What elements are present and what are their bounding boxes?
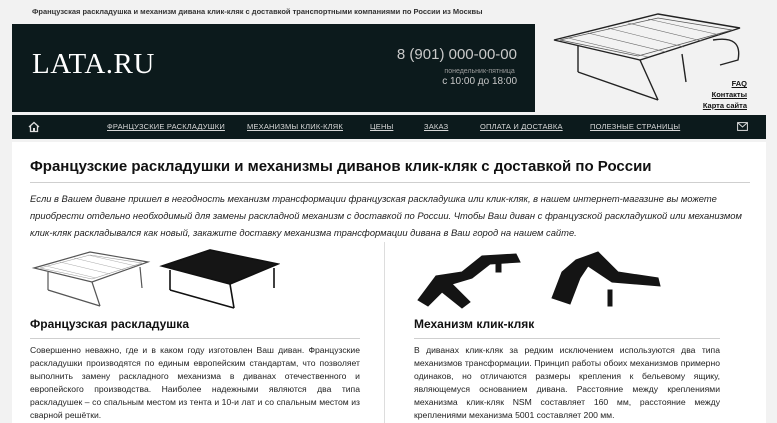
header: [12, 24, 535, 112]
nav-item-payment-delivery[interactable]: ОПЛАТА И ДОСТАВКА: [480, 122, 563, 131]
phone-number: 8 (901) 000-00-00: [396, 46, 517, 63]
left-section-divider: [30, 338, 360, 339]
nav-item-prices[interactable]: ЦЕНЫ: [370, 122, 394, 131]
site-tagline: Французская раскладушка и механизм дивана клик-кляк с доставкой транспортными компаниями по России из Москвы: [32, 7, 483, 16]
french-beds-image: [30, 242, 280, 314]
page-title: Французские раскладушки и механизмы диванов клик-кляк с доставкой по России: [30, 158, 652, 175]
side-links: [703, 78, 747, 111]
main-nav: [12, 115, 766, 139]
working-hours: [442, 68, 517, 87]
column-divider: [384, 242, 385, 423]
right-section-divider: [414, 338, 720, 339]
contacts-link[interactable]: Контакты: [711, 90, 747, 99]
nav-item-useful-pages[interactable]: ПОЛЕЗНЫЕ СТРАНИЦЫ: [590, 122, 681, 131]
home-icon[interactable]: [28, 121, 40, 133]
mail-icon[interactable]: [737, 122, 748, 131]
french-beds-title[interactable]: Французская раскладушка: [30, 317, 189, 331]
nav-item-french-beds[interactable]: ФРАНЦУЗСКИЕ РАСКЛАДУШКИ: [107, 122, 225, 131]
french-beds-text: Совершенно неважно, где и в каком году изготовлен Ваш диван. Французские раскладушки производятся по единым европейским стандартам, что позволяет выполнить замену раскладного механизма в диванах отечественного и европейского производства. Наиболее надежными являются два типа раскладушек – со спальным местом из тента и 10-и лат и со спальным местом из сварной решётки.: [30, 345, 360, 420]
click-clack-text: В диванах клик-кляк за редким исключением используются два типа механизмов трансформации. Принцип работы обоих механизмов примерно одинаков, но отличаются размеры крепления к бельевому ящику, являющемуся основанием дивана. Расстояние между креплениями механизма клик-кляк NSM составляет 160 мм, расстояние между креплениями механизма 5001 составляет 200 мм.: [414, 345, 720, 420]
main-content: [12, 142, 766, 423]
title-divider: [30, 182, 750, 183]
click-clack-title[interactable]: Механизм клик-кляк: [414, 317, 535, 331]
nav-item-click-clack[interactable]: МЕХАНИЗМЫ КЛИК-КЛЯК: [247, 122, 343, 131]
intro-text: Если в Вашем диване пришел в негодность механизм трансформации французская раскладушка или клик-кляк, в нашем интернет-магазине вы можете приобрести отдельно необходимый для замены раскладной механизм с доставкой по России. Чтобы Ваш диван с французской раскладушкой или механизмом клик-кляк раскладывался как новый, закажите доставку механизма трансформации дивана в Ваш город на нашем сайте.: [30, 193, 742, 238]
click-clack-mechanism-image: [412, 242, 672, 314]
faq-link[interactable]: FAQ: [731, 79, 747, 88]
sitemap-link[interactable]: Карта сайта: [702, 101, 747, 110]
site-logo[interactable]: LATA.RU: [32, 48, 155, 80]
working-time: с 10:00 до 18:00: [442, 76, 517, 87]
working-days: понедельник-пятница: [444, 68, 515, 75]
nav-item-order[interactable]: ЗАКАЗ: [424, 122, 449, 131]
